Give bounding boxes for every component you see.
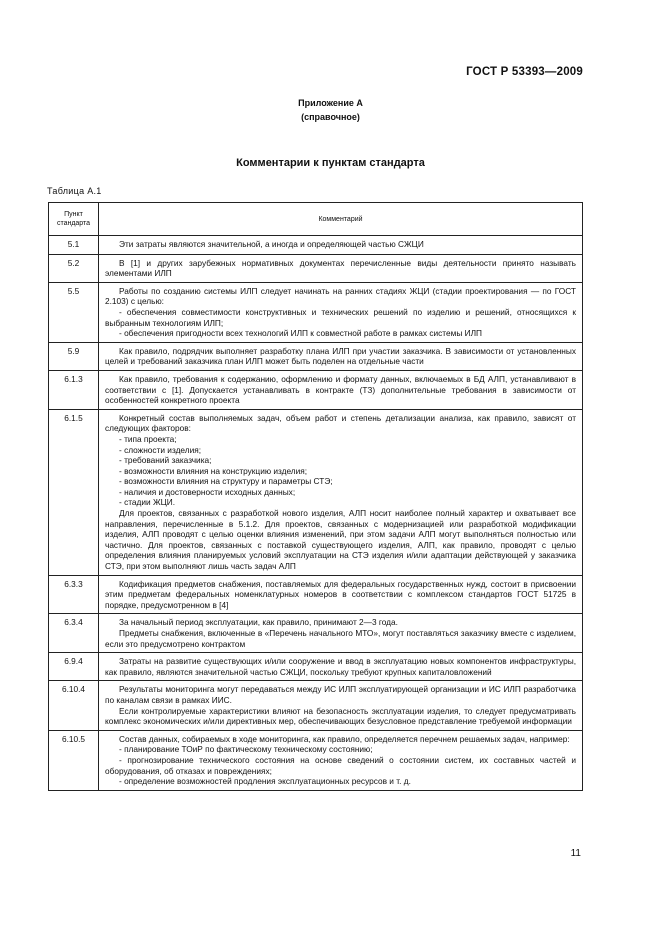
table-row bbox=[49, 575, 583, 614]
comment-paragraph: - сложности изделия; bbox=[119, 444, 202, 455]
comment-paragraph: - возможности влияния на конструкцию изделия; bbox=[119, 465, 308, 476]
comment-paragraph: Кодификация предметов снабжения, поставляемых для федеральных государственных нужд, состоит в присвоении этим предметам федеральных номенклатурных номеров в соответствии с комплексом стандартов ГОСТ 51725 в порядке, предусмотренном в [4] bbox=[105, 578, 576, 610]
comment-cell bbox=[99, 342, 583, 370]
comment-paragraph: Если контролируемые характеристики влияют на безопасность эксплуатации изделия, то следует предусматривать комплекс экономических и/или директивных мер, обеспечивающих безусловное представление требуемой информации bbox=[105, 705, 576, 727]
comment-paragraph: Как правило, подрядчик выполняет разработку плана ИЛП при участии заказчика. В зависимости от установленных целей и требований заказчика план ИЛП может быть поделен на отдельные части bbox=[105, 345, 576, 367]
document-id: ГОСТ Р 53393—2009 bbox=[466, 66, 583, 78]
comment-paragraph: - типа проекта; bbox=[119, 433, 177, 444]
clause-number: 5.1 bbox=[49, 236, 99, 255]
comment-paragraph: Как правило, требования к содержанию, оформлению и формату данных, включаемых в БД АЛП, устанавливают в соответствии с [1]. Допускается устанавливать в контракте (ТЗ) дополнительные требования в зависимости от особенностей конкретного проекта bbox=[105, 373, 576, 406]
comment-paragraph: За начальный период эксплуатации, как правило, принимают 2—3 года. bbox=[119, 617, 398, 628]
comment-paragraph: Предметы снабжения, включенные в «Перечень начального МТО», могут поставляться заказчику вместе с изделием, если это предусмотрено контрактом bbox=[105, 628, 576, 649]
table-row bbox=[49, 342, 583, 370]
comment-cell bbox=[99, 409, 583, 575]
clause-number: 6.10.5 bbox=[49, 730, 99, 790]
comment-paragraph: - прогнозирование технического состояния на основе сведений о состоянии систем, их составных частей и оборудования, об отказах и повреждениях; bbox=[105, 754, 576, 776]
table-caption: Таблица А.1 bbox=[47, 186, 102, 196]
comment-cell bbox=[99, 254, 583, 282]
comment-paragraph: Затраты на развитие существующих и/или сооружение и ввод в эксплуатацию новых компонентов инфраструктуры, как правило, являются значительной частью СЖЦИ, поскольку требуют крупных капиталовложений bbox=[105, 656, 576, 677]
comment-cell bbox=[99, 614, 583, 653]
comment-paragraph: Состав данных, собираемых в ходе мониторинга, как правило, определяется перечнем решаемых задач, например: bbox=[119, 733, 570, 744]
comment-paragraph: Для проектов, связанных с разработкой нового изделия, АЛП носит наиболее полный характер и охватывает все направления, перечисленные в 5.1.2. Для проектов, связанных с модернизацией или разработкой модификации изделия, АЛП проводят с целью оценки влияния изменений, при этом задачи АЛП могут выполняться полностью или частично. Для проектов, связанных с поставкой существующего изделия, АЛП, как правило, проводят с целью определения влияния планируемых условий эксплуатации на СТЭ изделия и/или адаптации действующей у заказчика СТЭ, при этом выполняют лишь часть задач АЛП bbox=[105, 508, 576, 572]
comment-cell bbox=[99, 282, 583, 342]
table-row bbox=[49, 730, 583, 790]
comment-paragraph: - требований заказчика; bbox=[119, 455, 212, 466]
comment-paragraph: - наличия и достоверности исходных данных; bbox=[119, 486, 296, 497]
comment-paragraph: Результаты мониторинга могут передаваться между ИС ИЛП эксплуатирующей организации и ИС ИЛП разработчика по каналам связи в рамках ИИС. bbox=[105, 684, 576, 705]
table-row bbox=[49, 254, 583, 282]
page-number: 11 bbox=[570, 848, 581, 859]
clause-number: 6.1.3 bbox=[49, 370, 99, 409]
table-row bbox=[49, 653, 583, 681]
clause-number: 6.1.5 bbox=[49, 409, 99, 575]
clause-number: 6.3.3 bbox=[49, 575, 99, 614]
table-row bbox=[49, 370, 583, 409]
table-row bbox=[49, 681, 583, 730]
comment-cell bbox=[99, 370, 583, 409]
clause-number: 6.9.4 bbox=[49, 653, 99, 681]
table-row bbox=[49, 614, 583, 653]
comment-paragraph: - обеспечения пригодности всех технологий ИЛП к совместной работе в рамках системы ИЛП bbox=[119, 328, 482, 339]
table-row bbox=[49, 409, 583, 575]
comment-paragraph: - обеспечения совместимости конструктивных и технических решений по изделию и решений, относящихся к выбранным технологиям ИЛП; bbox=[105, 306, 576, 328]
comment-paragraph: В [1] и других зарубежных нормативных документах перечисленные виды деятельности принято называть элементами ИЛП bbox=[105, 257, 576, 279]
comment-paragraph: - определение возможностей продления эксплуатационных ресурсов и т. д. bbox=[119, 776, 411, 787]
appendix-heading bbox=[0, 96, 661, 124]
comment-cell bbox=[99, 730, 583, 790]
table-row bbox=[49, 282, 583, 342]
appendix-subtitle: (справочное) bbox=[301, 112, 360, 122]
comment-paragraph: - планирование ТОиР по фактическому техническому состоянию; bbox=[119, 744, 373, 755]
comment-paragraph: - стадии ЖЦИ. bbox=[119, 497, 176, 508]
comments-table bbox=[48, 202, 583, 791]
comment-cell bbox=[99, 681, 583, 730]
clause-number: 6.10.4 bbox=[49, 681, 99, 730]
section-title: Комментарии к пунктам стандарта bbox=[236, 157, 425, 169]
table-header-row bbox=[49, 203, 583, 236]
comment-paragraph: Эти затраты являются значительной, а иногда и определяющей частью СЖЦИ bbox=[119, 239, 424, 249]
comment-paragraph: - возможности влияния на структуру и параметры СТЭ; bbox=[119, 476, 333, 487]
comment-paragraph: Конкретный состав выполняемых задач, объем работ и степень детализации анализа, как правило, зависят от следующих факторов: bbox=[105, 412, 576, 434]
column-header-clause: Пункт стандарта bbox=[49, 203, 99, 236]
clause-number: 5.5 bbox=[49, 282, 99, 342]
appendix-title: Приложение А bbox=[298, 98, 363, 108]
table-row bbox=[49, 236, 583, 255]
comment-cell bbox=[99, 575, 583, 614]
clause-number: 5.9 bbox=[49, 342, 99, 370]
comment-paragraph: Работы по созданию системы ИЛП следует начинать на ранних стадиях ЖЦИ (стадии проектирования — по ГОСТ 2.103) с целью: bbox=[105, 285, 576, 307]
column-header-comment: Комментарий bbox=[99, 203, 583, 236]
comment-cell bbox=[99, 236, 583, 255]
clause-number: 6.3.4 bbox=[49, 614, 99, 653]
clause-number: 5.2 bbox=[49, 254, 99, 282]
comment-cell bbox=[99, 653, 583, 681]
